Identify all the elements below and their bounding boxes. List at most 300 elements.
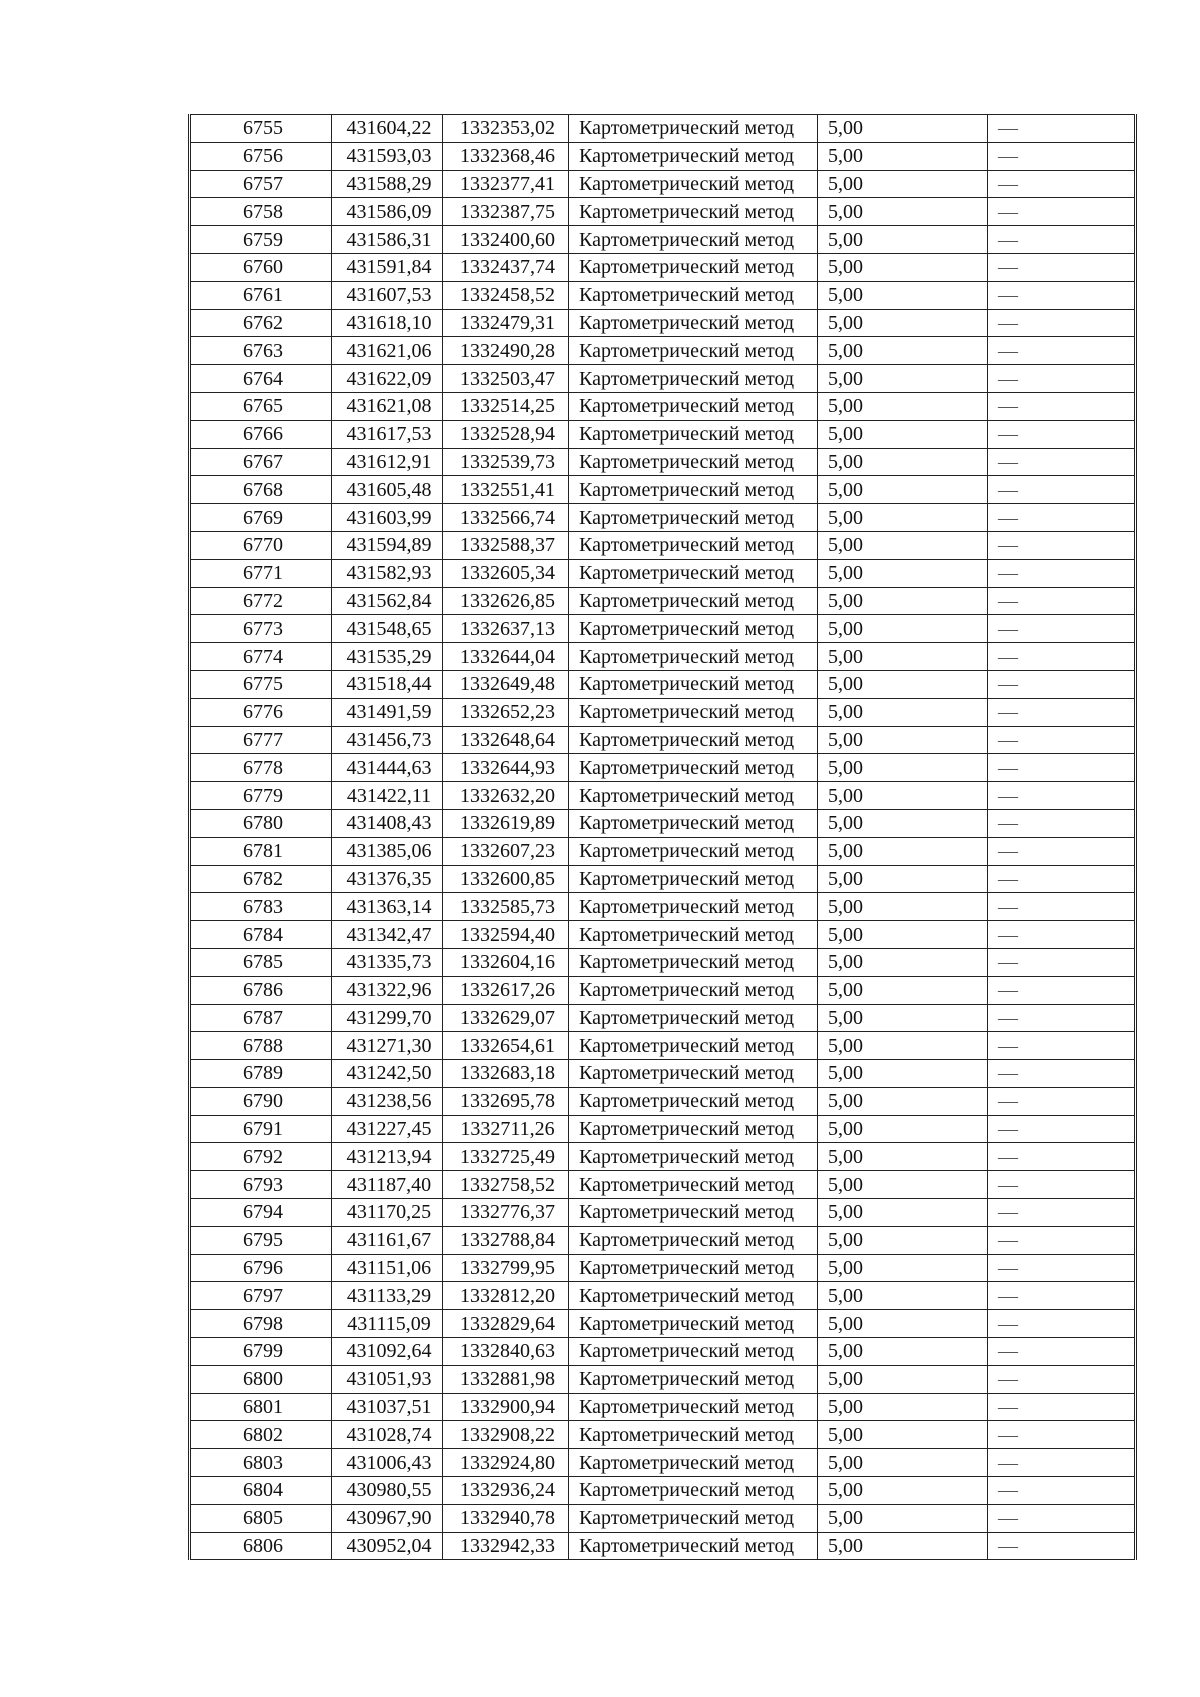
accuracy-cell: 5,00 xyxy=(818,253,988,281)
description-cell: — xyxy=(988,1087,1136,1115)
x-coordinate-cell: 431028,74 xyxy=(332,1421,443,1449)
y-coordinate-cell: 1332936,24 xyxy=(443,1477,569,1505)
description-cell: — xyxy=(988,1282,1136,1310)
x-coordinate-cell: 431385,06 xyxy=(332,837,443,865)
accuracy-cell: 5,00 xyxy=(818,448,988,476)
description-cell: — xyxy=(988,865,1136,893)
description-cell: — xyxy=(988,504,1136,532)
accuracy-cell: 5,00 xyxy=(818,1087,988,1115)
method-cell: Картометрический метод xyxy=(569,559,818,587)
x-coordinate-cell: 431213,94 xyxy=(332,1143,443,1171)
accuracy-cell: 5,00 xyxy=(818,226,988,254)
y-coordinate-cell: 1332829,64 xyxy=(443,1310,569,1338)
method-cell: Картометрический метод xyxy=(569,392,818,420)
method-cell: Картометрический метод xyxy=(569,754,818,782)
point-number-cell: 6803 xyxy=(190,1449,332,1477)
accuracy-cell: 5,00 xyxy=(818,1338,988,1366)
x-coordinate-cell: 431605,48 xyxy=(332,476,443,504)
method-cell: Картометрический метод xyxy=(569,226,818,254)
x-coordinate-cell: 431092,64 xyxy=(332,1338,443,1366)
method-cell: Картометрический метод xyxy=(569,198,818,226)
accuracy-cell: 5,00 xyxy=(818,281,988,309)
table-row xyxy=(190,309,1136,337)
x-coordinate-cell: 431187,40 xyxy=(332,1171,443,1199)
method-cell: Картометрический метод xyxy=(569,1199,818,1227)
accuracy-cell: 5,00 xyxy=(818,1421,988,1449)
table-row xyxy=(190,226,1136,254)
table-row xyxy=(190,281,1136,309)
description-cell: — xyxy=(988,726,1136,754)
accuracy-cell: 5,00 xyxy=(818,365,988,393)
table-row xyxy=(190,1087,1136,1115)
point-number-cell: 6792 xyxy=(190,1143,332,1171)
table-row xyxy=(190,670,1136,698)
x-coordinate-cell: 431622,09 xyxy=(332,365,443,393)
accuracy-cell: 5,00 xyxy=(818,1199,988,1227)
point-number-cell: 6761 xyxy=(190,281,332,309)
y-coordinate-cell: 1332840,63 xyxy=(443,1338,569,1366)
table-row xyxy=(190,1393,1136,1421)
y-coordinate-cell: 1332528,94 xyxy=(443,420,569,448)
y-coordinate-cell: 1332776,37 xyxy=(443,1199,569,1227)
x-coordinate-cell: 431603,99 xyxy=(332,504,443,532)
x-coordinate-cell: 431444,63 xyxy=(332,754,443,782)
description-cell: — xyxy=(988,1338,1136,1366)
description-cell: — xyxy=(988,365,1136,393)
point-number-cell: 6768 xyxy=(190,476,332,504)
y-coordinate-cell: 1332908,22 xyxy=(443,1421,569,1449)
table-row xyxy=(190,420,1136,448)
point-number-cell: 6790 xyxy=(190,1087,332,1115)
table-row xyxy=(190,1171,1136,1199)
method-cell: Картометрический метод xyxy=(569,1115,818,1143)
x-coordinate-cell: 431591,84 xyxy=(332,253,443,281)
point-number-cell: 6759 xyxy=(190,226,332,254)
x-coordinate-cell: 431621,06 xyxy=(332,337,443,365)
x-coordinate-cell: 431586,31 xyxy=(332,226,443,254)
method-cell: Картометрический метод xyxy=(569,1254,818,1282)
x-coordinate-cell: 431604,22 xyxy=(332,115,443,143)
x-coordinate-cell: 431548,65 xyxy=(332,615,443,643)
point-number-cell: 6806 xyxy=(190,1532,332,1560)
description-cell: — xyxy=(988,1393,1136,1421)
method-cell: Картометрический метод xyxy=(569,1060,818,1088)
description-cell: — xyxy=(988,1310,1136,1338)
description-cell: — xyxy=(988,615,1136,643)
point-number-cell: 6781 xyxy=(190,837,332,865)
accuracy-cell: 5,00 xyxy=(818,392,988,420)
x-coordinate-cell: 431037,51 xyxy=(332,1393,443,1421)
x-coordinate-cell: 431518,44 xyxy=(332,670,443,698)
table-row xyxy=(190,1504,1136,1532)
description-cell: — xyxy=(988,142,1136,170)
x-coordinate-cell: 431612,91 xyxy=(332,448,443,476)
description-cell: — xyxy=(988,1060,1136,1088)
x-coordinate-cell: 431238,56 xyxy=(332,1087,443,1115)
table-row xyxy=(190,115,1136,143)
point-number-cell: 6773 xyxy=(190,615,332,643)
table-row xyxy=(190,1199,1136,1227)
y-coordinate-cell: 1332588,37 xyxy=(443,531,569,559)
table-row xyxy=(190,754,1136,782)
accuracy-cell: 5,00 xyxy=(818,337,988,365)
method-cell: Картометрический метод xyxy=(569,1087,818,1115)
point-number-cell: 6772 xyxy=(190,587,332,615)
point-number-cell: 6789 xyxy=(190,1060,332,1088)
point-number-cell: 6788 xyxy=(190,1032,332,1060)
x-coordinate-cell: 431115,09 xyxy=(332,1310,443,1338)
table-row xyxy=(190,559,1136,587)
description-cell: — xyxy=(988,670,1136,698)
table-row xyxy=(190,1532,1136,1560)
table-row xyxy=(190,587,1136,615)
table-row xyxy=(190,1282,1136,1310)
accuracy-cell: 5,00 xyxy=(818,1393,988,1421)
y-coordinate-cell: 1332629,07 xyxy=(443,1004,569,1032)
x-coordinate-cell: 431170,25 xyxy=(332,1199,443,1227)
y-coordinate-cell: 1332758,52 xyxy=(443,1171,569,1199)
y-coordinate-cell: 1332585,73 xyxy=(443,893,569,921)
x-coordinate-cell: 431621,08 xyxy=(332,392,443,420)
x-coordinate-cell: 431588,29 xyxy=(332,170,443,198)
accuracy-cell: 5,00 xyxy=(818,1310,988,1338)
description-cell: — xyxy=(988,170,1136,198)
description-cell: — xyxy=(988,948,1136,976)
description-cell: — xyxy=(988,921,1136,949)
point-number-cell: 6802 xyxy=(190,1421,332,1449)
x-coordinate-cell: 430980,55 xyxy=(332,1477,443,1505)
y-coordinate-cell: 1332940,78 xyxy=(443,1504,569,1532)
y-coordinate-cell: 1332604,16 xyxy=(443,948,569,976)
table-row xyxy=(190,392,1136,420)
accuracy-cell: 5,00 xyxy=(818,948,988,976)
method-cell: Картометрический метод xyxy=(569,643,818,671)
method-cell: Картометрический метод xyxy=(569,726,818,754)
table-row xyxy=(190,1004,1136,1032)
x-coordinate-cell: 431342,47 xyxy=(332,921,443,949)
description-cell: — xyxy=(988,1199,1136,1227)
y-coordinate-cell: 1332652,23 xyxy=(443,698,569,726)
point-number-cell: 6797 xyxy=(190,1282,332,1310)
accuracy-cell: 5,00 xyxy=(818,893,988,921)
description-cell: — xyxy=(988,1171,1136,1199)
y-coordinate-cell: 1332695,78 xyxy=(443,1087,569,1115)
y-coordinate-cell: 1332437,74 xyxy=(443,253,569,281)
method-cell: Картометрический метод xyxy=(569,1421,818,1449)
method-cell: Картометрический метод xyxy=(569,1532,818,1560)
method-cell: Картометрический метод xyxy=(569,142,818,170)
point-number-cell: 6755 xyxy=(190,115,332,143)
table-row xyxy=(190,198,1136,226)
accuracy-cell: 5,00 xyxy=(818,670,988,698)
method-cell: Картометрический метод xyxy=(569,1310,818,1338)
point-number-cell: 6783 xyxy=(190,893,332,921)
table-row xyxy=(190,1115,1136,1143)
y-coordinate-cell: 1332600,85 xyxy=(443,865,569,893)
method-cell: Картометрический метод xyxy=(569,1282,818,1310)
table-row xyxy=(190,365,1136,393)
point-number-cell: 6784 xyxy=(190,921,332,949)
accuracy-cell: 5,00 xyxy=(818,1532,988,1560)
y-coordinate-cell: 1332799,95 xyxy=(443,1254,569,1282)
point-number-cell: 6760 xyxy=(190,253,332,281)
accuracy-cell: 5,00 xyxy=(818,1254,988,1282)
table-row xyxy=(190,615,1136,643)
x-coordinate-cell: 431335,73 xyxy=(332,948,443,976)
description-cell: — xyxy=(988,1365,1136,1393)
method-cell: Картометрический метод xyxy=(569,476,818,504)
y-coordinate-cell: 1332654,61 xyxy=(443,1032,569,1060)
description-cell: — xyxy=(988,476,1136,504)
description-cell: — xyxy=(988,893,1136,921)
point-number-cell: 6795 xyxy=(190,1226,332,1254)
method-cell: Картометрический метод xyxy=(569,281,818,309)
y-coordinate-cell: 1332648,64 xyxy=(443,726,569,754)
point-number-cell: 6800 xyxy=(190,1365,332,1393)
table-row xyxy=(190,1477,1136,1505)
accuracy-cell: 5,00 xyxy=(818,531,988,559)
description-cell: — xyxy=(988,809,1136,837)
point-number-cell: 6765 xyxy=(190,392,332,420)
x-coordinate-cell: 431562,84 xyxy=(332,587,443,615)
y-coordinate-cell: 1332788,84 xyxy=(443,1226,569,1254)
description-cell: — xyxy=(988,643,1136,671)
description-cell: — xyxy=(988,1532,1136,1560)
x-coordinate-cell: 431322,96 xyxy=(332,976,443,1004)
point-number-cell: 6798 xyxy=(190,1310,332,1338)
x-coordinate-cell: 431422,11 xyxy=(332,782,443,810)
point-number-cell: 6770 xyxy=(190,531,332,559)
accuracy-cell: 5,00 xyxy=(818,309,988,337)
accuracy-cell: 5,00 xyxy=(818,837,988,865)
description-cell: — xyxy=(988,782,1136,810)
x-coordinate-cell: 431271,30 xyxy=(332,1032,443,1060)
description-cell: — xyxy=(988,198,1136,226)
table-row xyxy=(190,1060,1136,1088)
y-coordinate-cell: 1332644,93 xyxy=(443,754,569,782)
coordinates-table-container xyxy=(188,114,1134,1560)
description-cell: — xyxy=(988,392,1136,420)
y-coordinate-cell: 1332490,28 xyxy=(443,337,569,365)
accuracy-cell: 5,00 xyxy=(818,809,988,837)
table-body xyxy=(190,115,1136,1560)
point-number-cell: 6791 xyxy=(190,1115,332,1143)
x-coordinate-cell: 430967,90 xyxy=(332,1504,443,1532)
accuracy-cell: 5,00 xyxy=(818,615,988,643)
table-row xyxy=(190,976,1136,1004)
method-cell: Картометрический метод xyxy=(569,1032,818,1060)
table-row xyxy=(190,809,1136,837)
table-row xyxy=(190,531,1136,559)
table-row xyxy=(190,1338,1136,1366)
table-row xyxy=(190,1143,1136,1171)
point-number-cell: 6801 xyxy=(190,1393,332,1421)
y-coordinate-cell: 1332353,02 xyxy=(443,115,569,143)
method-cell: Картометрический метод xyxy=(569,1004,818,1032)
point-number-cell: 6756 xyxy=(190,142,332,170)
point-number-cell: 6769 xyxy=(190,504,332,532)
y-coordinate-cell: 1332377,41 xyxy=(443,170,569,198)
method-cell: Картометрический метод xyxy=(569,809,818,837)
point-number-cell: 6786 xyxy=(190,976,332,1004)
method-cell: Картометрический метод xyxy=(569,921,818,949)
accuracy-cell: 5,00 xyxy=(818,976,988,1004)
y-coordinate-cell: 1332619,89 xyxy=(443,809,569,837)
table-row xyxy=(190,1254,1136,1282)
description-cell: — xyxy=(988,115,1136,143)
method-cell: Картометрический метод xyxy=(569,976,818,1004)
point-number-cell: 6762 xyxy=(190,309,332,337)
point-number-cell: 6757 xyxy=(190,170,332,198)
y-coordinate-cell: 1332368,46 xyxy=(443,142,569,170)
table-row xyxy=(190,476,1136,504)
accuracy-cell: 5,00 xyxy=(818,476,988,504)
accuracy-cell: 5,00 xyxy=(818,643,988,671)
description-cell: — xyxy=(988,1449,1136,1477)
accuracy-cell: 5,00 xyxy=(818,170,988,198)
x-coordinate-cell: 431618,10 xyxy=(332,309,443,337)
description-cell: — xyxy=(988,1115,1136,1143)
method-cell: Картометрический метод xyxy=(569,615,818,643)
table-row xyxy=(190,643,1136,671)
x-coordinate-cell: 431006,43 xyxy=(332,1449,443,1477)
method-cell: Картометрический метод xyxy=(569,1171,818,1199)
table-row xyxy=(190,1226,1136,1254)
accuracy-cell: 5,00 xyxy=(818,921,988,949)
point-number-cell: 6776 xyxy=(190,698,332,726)
method-cell: Картометрический метод xyxy=(569,1449,818,1477)
table-row xyxy=(190,837,1136,865)
table-row xyxy=(190,337,1136,365)
y-coordinate-cell: 1332387,75 xyxy=(443,198,569,226)
y-coordinate-cell: 1332942,33 xyxy=(443,1532,569,1560)
table-row xyxy=(190,893,1136,921)
method-cell: Картометрический метод xyxy=(569,837,818,865)
y-coordinate-cell: 1332514,25 xyxy=(443,392,569,420)
point-number-cell: 6805 xyxy=(190,1504,332,1532)
y-coordinate-cell: 1332649,48 xyxy=(443,670,569,698)
accuracy-cell: 5,00 xyxy=(818,726,988,754)
accuracy-cell: 5,00 xyxy=(818,198,988,226)
point-number-cell: 6785 xyxy=(190,948,332,976)
accuracy-cell: 5,00 xyxy=(818,559,988,587)
accuracy-cell: 5,00 xyxy=(818,754,988,782)
x-coordinate-cell: 431535,29 xyxy=(332,643,443,671)
x-coordinate-cell: 431051,93 xyxy=(332,1365,443,1393)
table-row xyxy=(190,1032,1136,1060)
accuracy-cell: 5,00 xyxy=(818,865,988,893)
y-coordinate-cell: 1332711,26 xyxy=(443,1115,569,1143)
point-number-cell: 6766 xyxy=(190,420,332,448)
accuracy-cell: 5,00 xyxy=(818,1282,988,1310)
method-cell: Картометрический метод xyxy=(569,1365,818,1393)
method-cell: Картометрический метод xyxy=(569,337,818,365)
y-coordinate-cell: 1332632,20 xyxy=(443,782,569,810)
table-row xyxy=(190,1449,1136,1477)
accuracy-cell: 5,00 xyxy=(818,698,988,726)
description-cell: — xyxy=(988,976,1136,1004)
accuracy-cell: 5,00 xyxy=(818,1171,988,1199)
description-cell: — xyxy=(988,587,1136,615)
method-cell: Картометрический метод xyxy=(569,587,818,615)
description-cell: — xyxy=(988,1226,1136,1254)
point-number-cell: 6796 xyxy=(190,1254,332,1282)
x-coordinate-cell: 431363,14 xyxy=(332,893,443,921)
y-coordinate-cell: 1332566,74 xyxy=(443,504,569,532)
method-cell: Картометрический метод xyxy=(569,1393,818,1421)
description-cell: — xyxy=(988,1477,1136,1505)
method-cell: Картометрический метод xyxy=(569,1477,818,1505)
description-cell: — xyxy=(988,531,1136,559)
description-cell: — xyxy=(988,1421,1136,1449)
accuracy-cell: 5,00 xyxy=(818,1032,988,1060)
x-coordinate-cell: 431586,09 xyxy=(332,198,443,226)
y-coordinate-cell: 1332683,18 xyxy=(443,1060,569,1088)
table-row xyxy=(190,921,1136,949)
method-cell: Картометрический метод xyxy=(569,1143,818,1171)
x-coordinate-cell: 431151,06 xyxy=(332,1254,443,1282)
x-coordinate-cell: 431242,50 xyxy=(332,1060,443,1088)
point-number-cell: 6799 xyxy=(190,1338,332,1366)
description-cell: — xyxy=(988,253,1136,281)
y-coordinate-cell: 1332594,40 xyxy=(443,921,569,949)
description-cell: — xyxy=(988,1143,1136,1171)
description-cell: — xyxy=(988,1004,1136,1032)
x-coordinate-cell: 431594,89 xyxy=(332,531,443,559)
method-cell: Картометрический метод xyxy=(569,865,818,893)
method-cell: Картометрический метод xyxy=(569,698,818,726)
method-cell: Картометрический метод xyxy=(569,309,818,337)
point-number-cell: 6775 xyxy=(190,670,332,698)
description-cell: — xyxy=(988,559,1136,587)
y-coordinate-cell: 1332812,20 xyxy=(443,1282,569,1310)
x-coordinate-cell: 431299,70 xyxy=(332,1004,443,1032)
point-number-cell: 6777 xyxy=(190,726,332,754)
point-number-cell: 6764 xyxy=(190,365,332,393)
y-coordinate-cell: 1332637,13 xyxy=(443,615,569,643)
point-number-cell: 6787 xyxy=(190,1004,332,1032)
x-coordinate-cell: 431593,03 xyxy=(332,142,443,170)
y-coordinate-cell: 1332881,98 xyxy=(443,1365,569,1393)
y-coordinate-cell: 1332617,26 xyxy=(443,976,569,1004)
accuracy-cell: 5,00 xyxy=(818,115,988,143)
method-cell: Картометрический метод xyxy=(569,253,818,281)
point-number-cell: 6763 xyxy=(190,337,332,365)
table-row xyxy=(190,170,1136,198)
accuracy-cell: 5,00 xyxy=(818,1477,988,1505)
method-cell: Картометрический метод xyxy=(569,782,818,810)
x-coordinate-cell: 431617,53 xyxy=(332,420,443,448)
table-row xyxy=(190,1421,1136,1449)
point-number-cell: 6758 xyxy=(190,198,332,226)
y-coordinate-cell: 1332626,85 xyxy=(443,587,569,615)
method-cell: Картометрический метод xyxy=(569,1338,818,1366)
description-cell: — xyxy=(988,420,1136,448)
description-cell: — xyxy=(988,754,1136,782)
x-coordinate-cell: 431408,43 xyxy=(332,809,443,837)
accuracy-cell: 5,00 xyxy=(818,782,988,810)
y-coordinate-cell: 1332644,04 xyxy=(443,643,569,671)
method-cell: Картометрический метод xyxy=(569,948,818,976)
accuracy-cell: 5,00 xyxy=(818,142,988,170)
accuracy-cell: 5,00 xyxy=(818,504,988,532)
description-cell: — xyxy=(988,281,1136,309)
y-coordinate-cell: 1332400,60 xyxy=(443,226,569,254)
y-coordinate-cell: 1332900,94 xyxy=(443,1393,569,1421)
accuracy-cell: 5,00 xyxy=(818,1060,988,1088)
table-row xyxy=(190,948,1136,976)
x-coordinate-cell: 431491,59 xyxy=(332,698,443,726)
